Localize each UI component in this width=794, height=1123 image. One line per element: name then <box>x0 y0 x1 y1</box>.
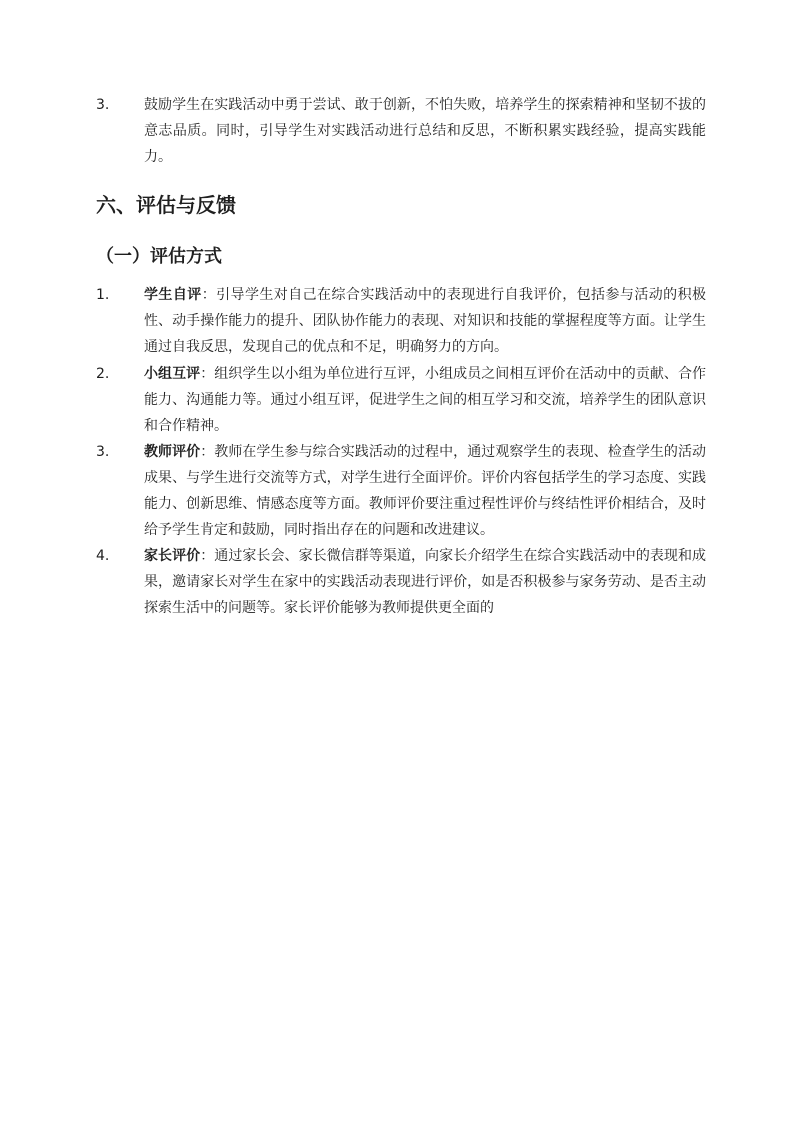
list-number: 3. <box>96 444 110 460</box>
list-item-teacher-evaluation <box>96 439 706 543</box>
item-separator: ： <box>200 548 215 564</box>
item-term: 小组互评 <box>144 366 201 382</box>
list-item-group-evaluation <box>96 361 706 439</box>
list-number: 1. <box>96 287 110 303</box>
item-description: 组织学生以小组为单位进行互评，小组成员之间相互评价在活动中的贡献、合作能力、沟通能力等。通过小组互评，促进学生之间的相互学习和交流，培养学生的团队意识和合作精神。 <box>144 366 707 434</box>
item-separator: ： <box>200 444 215 460</box>
item-separator: ： <box>200 366 215 382</box>
item-description: 教师在学生参与综合实践活动的过程中，通过观察学生的表现、检查学生的活动成果、与学生进行交流等方式，对学生进行全面评价。评价内容包括学生的学习态度、实践能力、创新思维、情感态度等方面。教师评价要注重过程性评价与终结性评价相结合，及时给予学生肯定和鼓励，同时指出存在的问题和改进建议。 <box>144 444 707 538</box>
list-number: 2. <box>96 366 110 382</box>
list-item-carryover <box>96 92 706 170</box>
list-item-parent-evaluation <box>96 543 706 621</box>
item-term: 教师评价 <box>144 444 201 460</box>
list-item-text: 鼓励学生在实践活动中勇于尝试、敢于创新，不怕失败，培养学生的探索精神和坚韧不拔的意志品质。同时，引导学生对实践活动进行总结和反思，不断积累实践经验，提高实践能力。 <box>144 97 706 165</box>
section-heading: 六、评估与反馈 <box>96 193 236 217</box>
item-separator: ： <box>201 287 217 303</box>
subsection-heading: （一）评估方式 <box>96 246 222 267</box>
item-description: 引导学生对自己在综合实践活动中的表现进行自我评价，包括参与活动的积极性、动手操作能力的提升、团队协作能力的表现、对知识和技能的掌握程度等方面。让学生通过自我反思，发现自己的优点和不足，明确努力的方向。 <box>144 287 707 355</box>
item-term: 学生自评 <box>144 287 202 303</box>
list-number: 3. <box>96 97 110 113</box>
item-term: 家长评价 <box>144 548 201 564</box>
item-description: 通过家长会、家长微信群等渠道，向家长介绍学生在综合实践活动中的表现和成果，邀请家长对学生在家中的实践活动表现进行评价，如是否积极参与家务劳动、是否主动探索生活中的问题等。家长评价能够为教师提供更全面的 <box>144 548 707 616</box>
list-number: 4. <box>96 548 110 564</box>
list-item-self-evaluation <box>96 282 706 360</box>
